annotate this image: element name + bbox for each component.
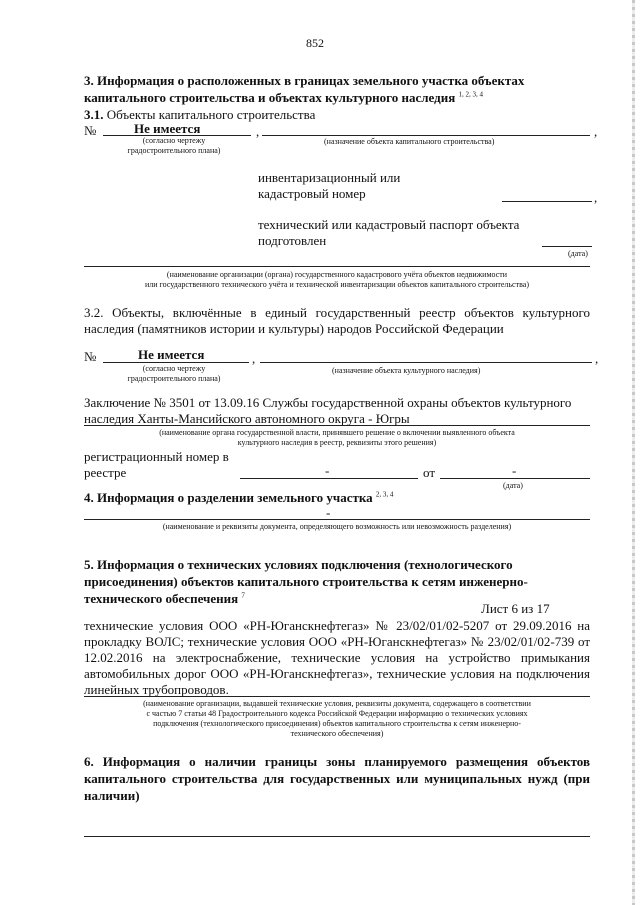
not-present-value: Не имеется [138,347,205,362]
section-6-title-line2: капитального строительства для государственных или муниципальных нужд (при [84,771,590,786]
scan-edge [632,0,635,905]
footnote-ref: 2, 3, 4 [375,490,394,499]
number-sign: № [84,349,97,364]
conclusion-line2: наследия Ханты-Мансийского автономного округа - Югры [84,411,410,426]
inventory-label-1: инвентаризационный или [258,170,401,185]
section-4-value: - [326,505,331,520]
registration-label-1: регистрационный номер в [84,449,229,464]
section-3-title-line1: 3. Информация о расположенных в границах земельного участка объектах [84,73,525,88]
not-present-value: Не имеется [134,121,201,136]
comma: , [594,124,598,139]
date-caption: (дата) [568,249,588,258]
section-5-title-line2: присоединения) объектов капитального строительства к сетям инженерно- [84,574,528,589]
footnote-ref: 1, 2, 3, 4 [458,90,484,99]
caption-heritage-purpose: (назначение объекта культурного наследия) [332,366,481,375]
from-label: от [423,465,436,480]
caption-authority: (наименование органа государственной власти, принявшего решение о включении выявленного объекта культурного наследия в реестр, реквизиты этого решения) [159,428,515,447]
caption-cadastral-org: (наименование организации (органа) государственного кадастрового учёта объектов недвижимости или государственного технического учёта и технической инвентаризации объектов капитального строительства) [144,270,529,289]
section-5-title-line3: технического обеспечения $^7$ [84,591,245,606]
subsection-3-2-line2: наследия (памятников истории и культуры) народов Российской Федерации [84,321,504,336]
date-caption: (дата) [503,481,523,490]
section-6-title-line3: наличии) [84,788,140,803]
registration-label-2: реестре [84,465,127,480]
tech-conditions-line1: технические условия ООО «РН-Юганскнефтегаз» № 23/02/01/02-5207 от 29.09.2016 на [84,618,590,633]
section-5-title-line1: 5. Информация о технических условиях подключения (технологического [84,557,513,572]
footnote-ref: 7 [241,591,245,600]
comma: , [252,351,256,366]
tech-conditions-line3: 12.02.2016 на электроснабжение, технические условия на устройство примыкания [84,650,590,665]
inventory-label-2: кадастровый номер [258,186,366,201]
passport-label-2: подготовлен [258,233,327,248]
passport-label-1: технический или кадастровый паспорт объекта [258,217,520,232]
caption-division-doc: (наименование и реквизиты документа, определяющего возможность или невозможность разделения) [162,522,512,531]
comma: , [256,124,260,139]
registration-number-value: - [325,463,330,478]
caption-drawing: (согласно чертежу градостроительного плана) [127,364,221,383]
tech-conditions-line5: линейных трубопроводов. [84,682,229,697]
tech-conditions-line2: прокладку ВОЛС; технические условия ООО «РН-Юганскнефтегаз» № 23/02/01/02-739 от [84,634,590,649]
page-number: 852 [306,36,324,50]
sheet-number: Лист 6 из 17 [481,601,550,616]
caption-object-purpose: (назначение объекта капитального строительства) [324,137,495,146]
comma: , [594,190,598,205]
number-sign: № [84,123,97,138]
caption-drawing: (согласно чертежу градостроительного плана) [127,136,221,155]
registration-date-value: - [512,463,517,478]
section-3-title-line2: капитального строительства и объектах культурного наследия $^{1, 2, 3, 4}$ [84,90,484,105]
tech-conditions-line4: автомобильных дорог ООО «РН-Юганскнефтегаз», технические условия на подключения [84,666,590,681]
conclusion-line1: Заключение № 3501 от 13.09.16 Службы государственной охраны объектов культурного [84,395,572,410]
comma: , [595,351,599,366]
section-6-title-line1: 6. Информация о наличии границы зоны планируемого размещения объектов [84,754,590,769]
caption-tech-conditions: (наименование организации, выдавшей технические условия, реквизиты документа, содержащего в соответствии с частью 7 статьи 48 Градостроительного кодекса Российской Федерации информацию о технических условиях подключения (технологического присоединения) объектов капитального строительства к сетям инженерно- технического обеспечения) [143,699,531,738]
subsection-3-2-line1: 3.2. Объекты, включённые в единый государственный реестр объектов культурного [84,305,590,320]
subsection-3-1: 3.1. Объекты капитального строительства [84,107,316,122]
section-4-title: 4. Информация о разделении земельного участка $^{2, 3, 4}$ [84,490,394,505]
